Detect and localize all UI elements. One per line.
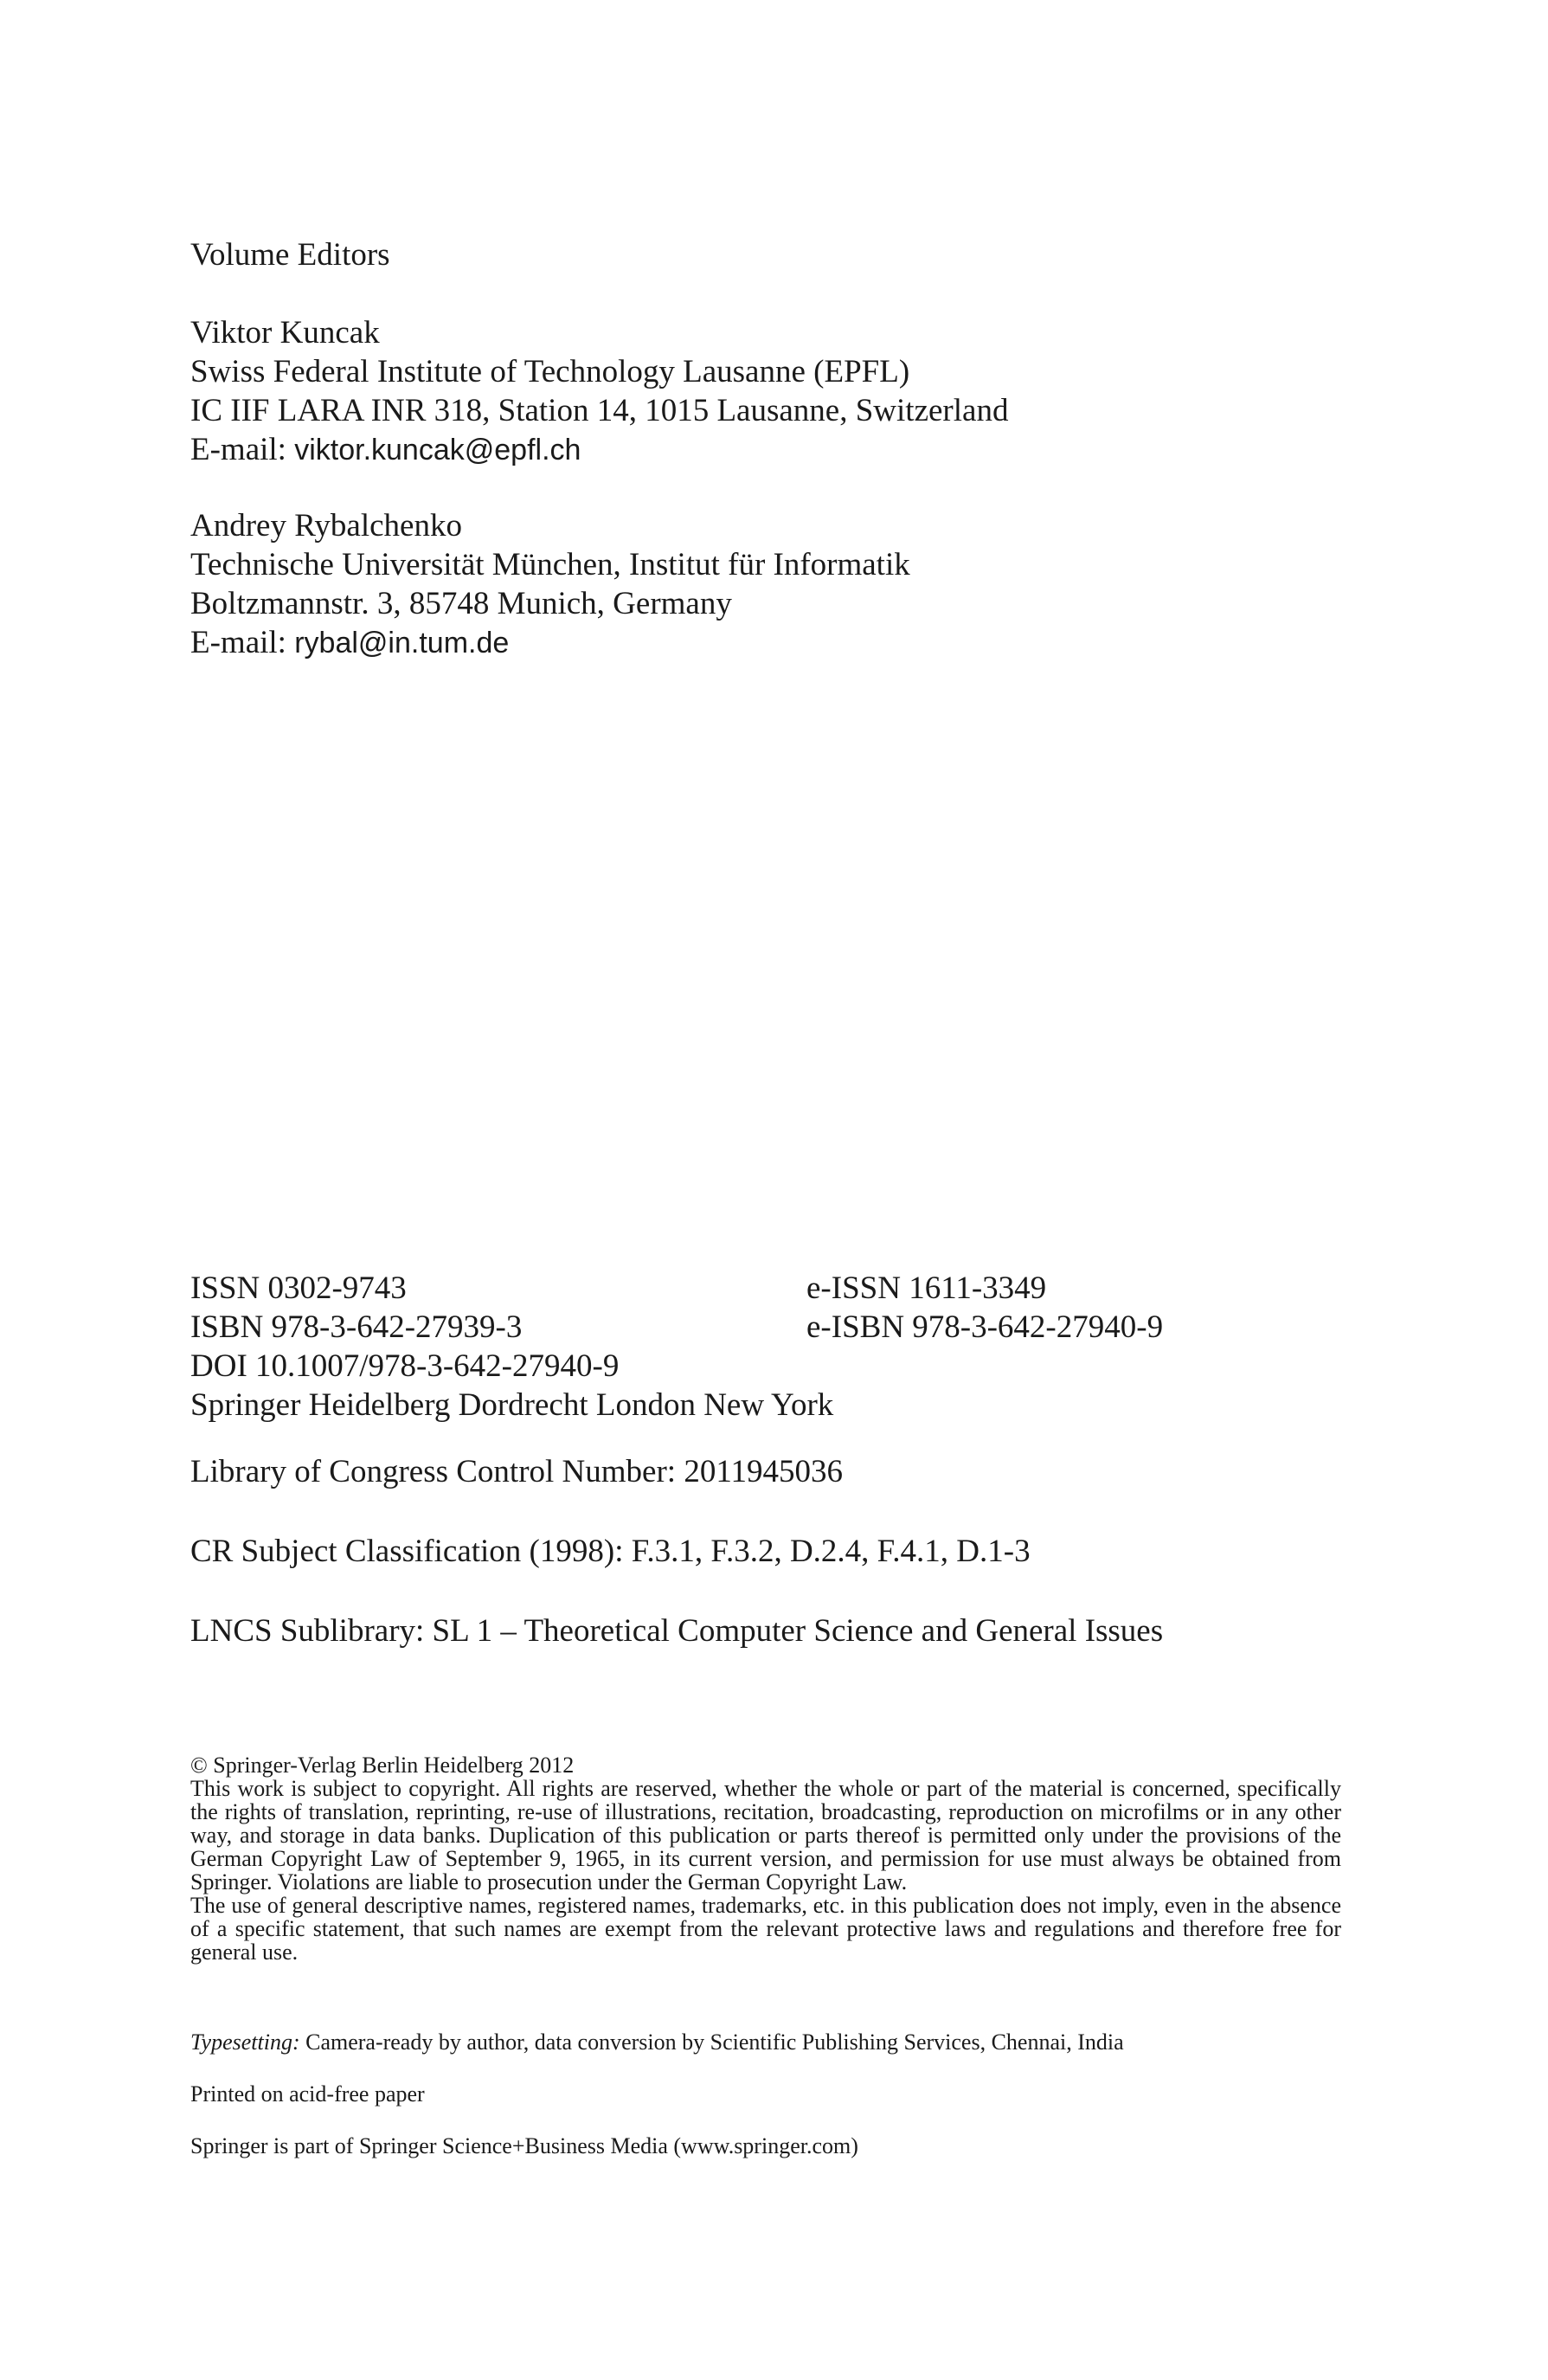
copyright-paragraph: This work is subject to copyright. All rights are reserved, whether the whole or part of the material is concerned, specifically the rights of translation, reprinting, re-use of illustrations, recitation, broadcasting, reproduction on microfilms or in any other way, and storage in data banks. Duplication of this publication or parts thereof is permitted only under the provisions of the German Copyright Law of September 9, 1965, in its current version, and permission for use must always be obtained from Springer. Violations are liable to prosecution under the German Copyright Law. [190,1776,1341,1894]
trademark-paragraph: The use of general descriptive names, registered names, trademarks, etc. in this publication does not imply, even in the absence of a specific statement, that such names are exempt from the relevant protective laws and regulations and therefore free for general use. [190,1893,1341,1965]
isbn-row [190,1308,1333,1347]
editor-address: Boltzmannstr. 3, 85748 Munich, Germany [190,586,732,621]
editor-entry [190,313,1333,470]
issn: ISSN 0302-9743 [190,1270,407,1306]
editor-entry [190,506,1333,663]
copyright-line: © Springer-Verlag Berlin Heidelberg 2012 [190,1753,575,1778]
isbn: ISBN 978-3-642-27939-3 [190,1309,523,1345]
publication-identifiers [190,1269,1333,1425]
editor-affiliation: Swiss Federal Institute of Technology Lausanne (EPFL) [190,354,910,389]
editor-email[interactable]: rybal@in.tum.de [294,627,510,659]
printed-block [190,2082,1333,2106]
lncs-sublibrary: LNCS Sublibrary: SL 1 – Theoretical Computer Science and General Issues [190,1613,1164,1649]
typesetting-text: Camera-ready by author, data conversion by Scientific Publishing Services, Chennai, India [305,2029,1124,2055]
typesetting-label: Typesetting: [190,2029,300,2055]
editor-address: IC IIF LARA INR 318, Station 14, 1015 Lausanne, Switzerland [190,393,1009,428]
doi: DOI 10.1007/978-3-642-27940-9 [190,1348,620,1384]
editor-name: Viktor Kuncak [190,315,380,351]
volume-editors-heading [190,235,1333,274]
cr-classification-block [190,1532,1333,1571]
copyright-notice [190,1753,1341,1964]
e-isbn: e-ISBN 978-3-642-27940-9 [806,1309,1164,1345]
email-label: E-mail: [190,625,286,660]
cr-subject-classification: CR Subject Classification (1998): F.3.1, F.3.2, D.2.4, F.4.1, D.1-3 [190,1534,1031,1569]
editor-email[interactable]: viktor.kuncak@epfl.ch [294,434,581,466]
springer-part-line: Springer is part of Springer Science+Business Media (www.springer.com) [190,2133,858,2158]
typesetting-block [190,2030,1333,2054]
editor-email-line [190,623,1333,663]
editor-name: Andrey Rybalchenko [190,508,462,544]
email-label: E-mail: [190,432,286,467]
library-of-congress-number: Library of Congress Control Number: 2011945036 [190,1454,843,1489]
printed-on-paper: Printed on acid-free paper [190,2081,425,2107]
lccn-block [190,1452,1333,1491]
editor-email-line [190,430,1333,470]
issn-row [190,1269,1333,1308]
publisher-cities: Springer Heidelberg Dordrecht London New York [190,1387,834,1423]
volume-editors-title: Volume Editors [190,237,390,273]
lncs-block [190,1611,1333,1650]
e-issn: e-ISSN 1611-3349 [806,1270,1047,1306]
typesetting-line [190,2030,1333,2054]
springer-part-block [190,2134,1333,2158]
editor-affiliation: Technische Universität München, Institut für Informatik [190,547,910,582]
